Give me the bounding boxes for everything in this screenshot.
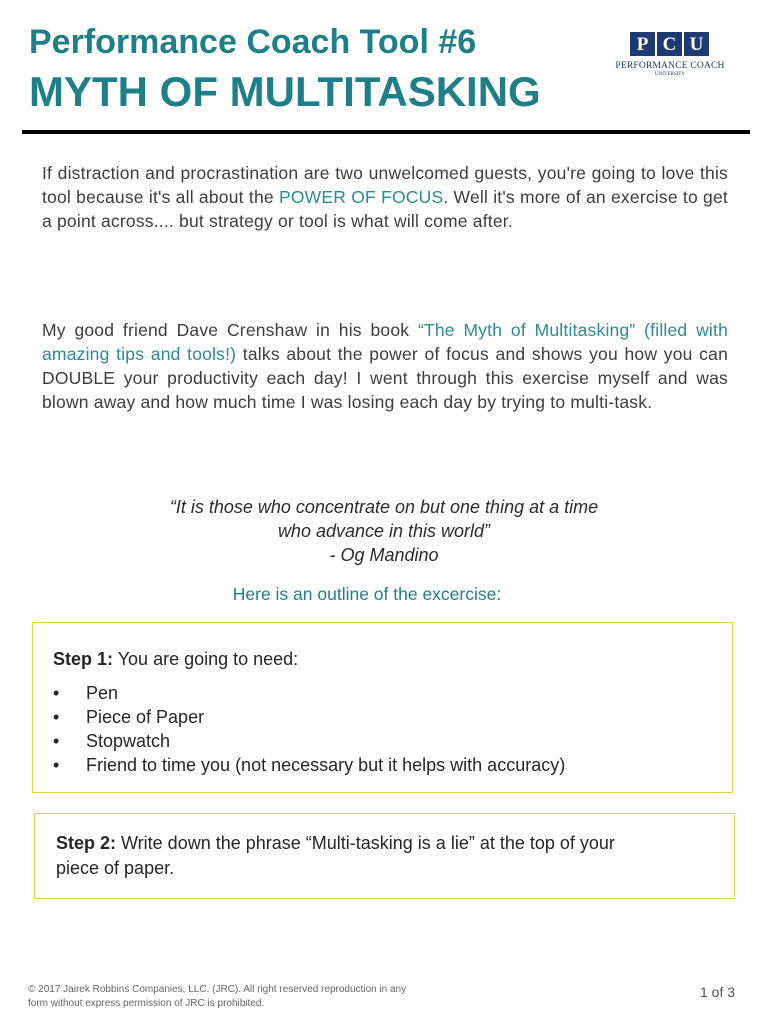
- footer-copyright-line2: form without express permission of JRC is prohibited.: [28, 998, 265, 1009]
- step-2-box: [34, 813, 735, 899]
- list-item: [53, 681, 565, 705]
- bullet-icon: •: [53, 683, 60, 703]
- page-number: 1 of 3: [700, 984, 736, 1000]
- intro-p2-text-start: My good friend Dave Crenshaw in his book: [42, 320, 418, 340]
- list-item-text: Stopwatch: [86, 731, 171, 751]
- step-2-text-line1: Write down the phrase “Multi-tasking is a lie” at the top of your: [116, 833, 615, 853]
- logo-letter-p: P: [630, 32, 655, 56]
- logo-letter-c: C: [657, 32, 682, 56]
- step-2-text-line2: piece of paper.: [56, 858, 175, 878]
- list-item: [53, 753, 565, 777]
- list-item: [53, 705, 565, 729]
- step-1-text: You are going to need:: [113, 649, 299, 669]
- book-title-highlight: “The Myth of Multitasking” (filled with amazing tips and tools!): [42, 320, 728, 364]
- bullet-icon: •: [53, 731, 60, 751]
- step-1-box: [32, 622, 733, 793]
- bullet-icon: •: [53, 755, 60, 775]
- step-1-list: [53, 681, 565, 777]
- header-divider: [22, 130, 750, 134]
- quote-line-2: who advance in this world”: [277, 521, 491, 541]
- logo-letters: [630, 32, 709, 56]
- logo-text-performance-coach: PERFORMANCE COACH: [615, 61, 725, 71]
- quote-line-1: “It is those who concentrate on but one thing at a time: [169, 497, 599, 517]
- intro-paragraph-2: [42, 318, 728, 414]
- quote-attribution: - Og Mandino: [329, 545, 439, 565]
- step-2-heading: [56, 833, 615, 854]
- list-item-text: Pen: [86, 683, 119, 703]
- list-item-text: Piece of Paper: [86, 707, 205, 727]
- intro-p1-text-start: If distraction and procrastination are two unwelcomed guests, you're going to love this tool because it's all about the: [42, 163, 728, 207]
- intro-paragraph-1: [42, 161, 728, 233]
- step-1-label: Step 1:: [53, 649, 114, 669]
- pcu-logo: [606, 32, 734, 80]
- intro-p2-text-end: talks about the power of focus and shows you how you can DOUBLE your productivity each day! I went through this exercise myself and was blown away and how much time I was losing each day by trying to multi-task.: [42, 344, 728, 412]
- list-item-text: Friend to time you (not necessary but it helps with accuracy): [86, 755, 566, 775]
- logo-text-university: UNIVERSITY: [655, 72, 685, 77]
- page-title-line1: Performance Coach Tool #6: [29, 23, 477, 61]
- footer-copyright-line1: © 2017 Jairek Robbins Companies, LLC. (JRC). All right reserved reproduction in any: [28, 984, 407, 995]
- bullet-icon: •: [53, 707, 60, 727]
- outline-heading: Here is an outline of the excercise:: [232, 584, 502, 604]
- footer-copyright: [28, 983, 478, 1011]
- intro-p1-text-end: . Well it's more of an exercise to get a point across.... but strategy or tool is what will come after.: [42, 187, 728, 231]
- page-title-line2: MYTH OF MULTITASKING: [29, 68, 541, 115]
- step-1-heading: [53, 649, 298, 670]
- logo-letter-u: U: [684, 32, 709, 56]
- power-of-focus-highlight: POWER OF FOCUS: [278, 187, 444, 207]
- step-2-label: Step 2:: [56, 833, 117, 853]
- list-item: [53, 729, 565, 753]
